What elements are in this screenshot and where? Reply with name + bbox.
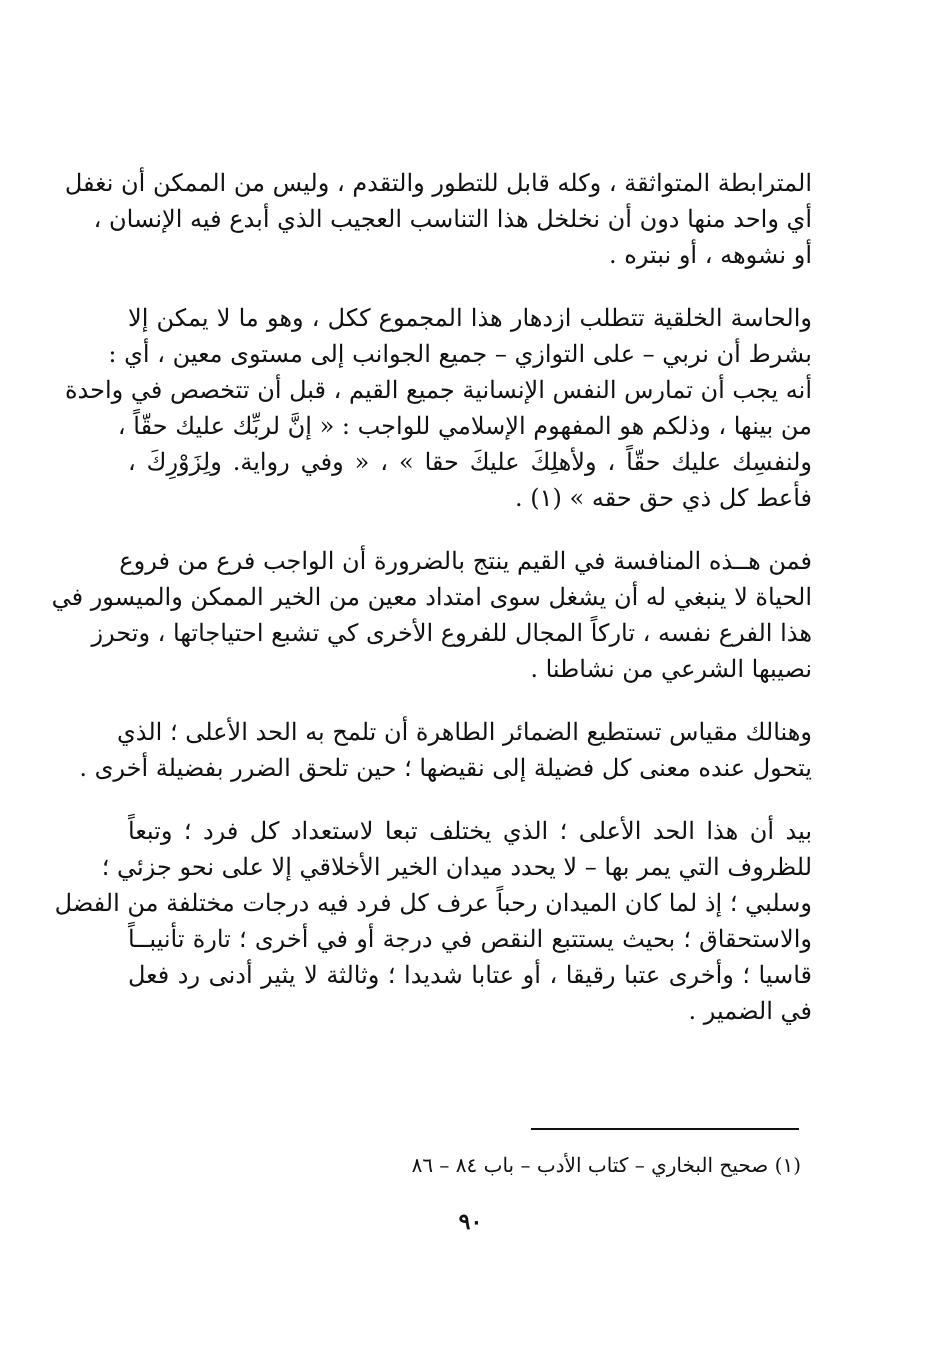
text-line: الحياة لا ينبغي له أن يشغل سوى امتداد معين من الخير الممكن والميسور في <box>51 583 812 611</box>
body-text <box>51 165 813 1056</box>
paragraph-2 <box>64 300 812 516</box>
page-number: ٩٠ <box>458 1209 483 1235</box>
text-line: والاستحقاق ؛ بحيث يستتبع النقص في درجة أو في أخرى ؛ تارة تأنيبــاً <box>128 925 812 953</box>
text-line: للظروف التي يمر بها – لا يحدد ميدان الخير الأخلاقي إلا على نحو جزئي ؛ <box>101 853 812 881</box>
text-line: وهنالك مقياس تستطيع الضمائر الطاهرة أن تلمح به الحد الأعلى ؛ الذي <box>116 718 812 746</box>
text-line: يتحول عنده معنى كل فضيلة إلى نقيضها ؛ حين تلحق الضرر بفضيلة أخرى . <box>79 754 812 782</box>
footnote-divider <box>531 1128 799 1130</box>
text-line: والحاسة الخلقية تتطلب ازدهار هذا المجموع ككل ، وهو ما لا يمكن إلا <box>128 304 812 332</box>
text-line: نصيبها الشرعي من نشاطنا . <box>530 655 812 683</box>
text-line: هذا الفرع نفسه ، تاركاً المجال للفروع الأخرى كي تشبع احتياجاتها ، وتحرز <box>91 619 812 647</box>
text-line: بشرط أن نربي – على التوازي – جميع الجوانب إلى مستوى معين ، أي : <box>108 340 812 368</box>
text-line: وسلبي ؛ إذ لما كان الميدان رحباً عرف كل فرد فيه درجات مختلفة من الفضل <box>54 889 812 917</box>
paragraph-5 <box>54 813 813 1029</box>
text-line: قاسيا ؛ وأخرى عتبا رقيقا ، أو عتابا شديدا ؛ وثالثة لا يثير أدنى رد فعل <box>128 961 812 989</box>
text-line: المترابطة المتواثقة ، وكله قابل للتطور والتقدم ، وليس من الممكن أن نغفل <box>64 169 812 197</box>
text-line: في الضمير . <box>688 997 812 1025</box>
text-line: من بينها ، وذلكم هو المفهوم الإسلامي للواجب : « إنَّ لربِّك عليك حقّاً ، <box>117 412 812 440</box>
text-line: فأعط كل ذي حق حقه » (١) . <box>515 484 812 512</box>
text-line: أي واحد منها دون أن نخلخل هذا التناسب العجيب الذي أبدع فيه الإنسان ، <box>93 205 812 233</box>
text-line: أنه يجب أن تمارس النفس الإنسانية جميع القيم ، قبل أن تتخصص في واحدة <box>64 376 812 404</box>
text-line: فمن هــذه المنافسة في القيم ينتج بالضرورة أن الواجب فرع من فروع <box>119 547 812 575</box>
footnote: (١) صحيح البخاري – كتاب الأدب – باب ٨٤ – ٨٦ <box>411 1153 801 1177</box>
text-line: بيد أن هذا الحد الأعلى ؛ الذي يختلف تبعا لاستعداد كل فرد ؛ وتبعاً <box>128 817 813 845</box>
text-line: أو نشوهه ، أو نبتره . <box>608 241 812 269</box>
paragraph-1 <box>64 165 812 273</box>
text-line: ولنفسِك عليك حقّاً ، ولأهلِكَ عليكَ حقا » ، « وفي رواية. ولِزَوْرِكَ ، <box>128 448 812 476</box>
paragraph-4 <box>79 714 812 786</box>
paragraph-3 <box>51 543 812 687</box>
